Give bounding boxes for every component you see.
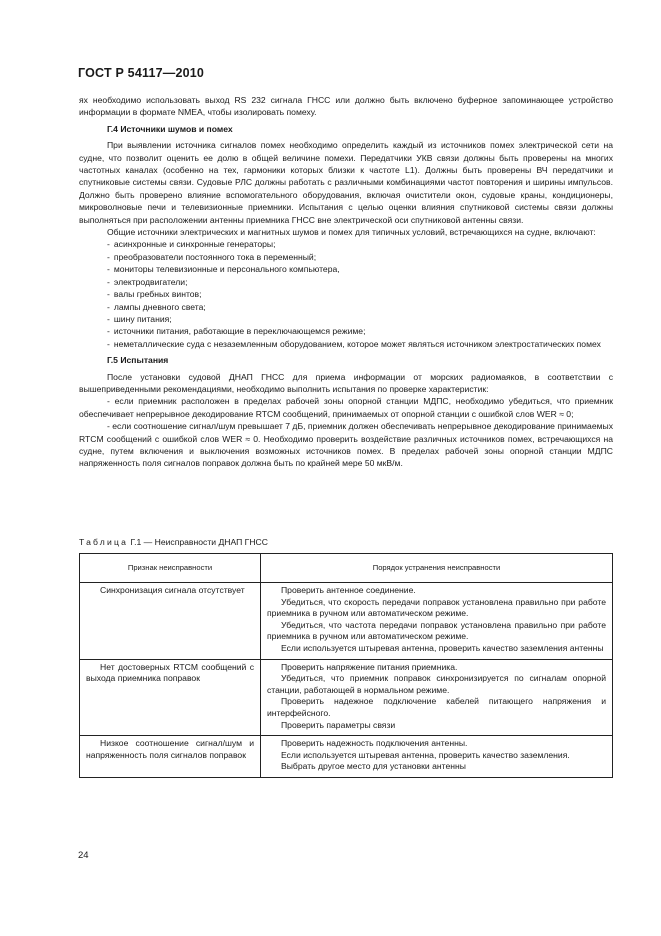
noise-sources-list bbox=[79, 238, 613, 350]
list-item: - преобразователи постоянного тока в переменный; bbox=[107, 251, 317, 262]
table-header-row bbox=[80, 554, 613, 583]
section-g5-item-2: - если соотношение сигнал/шум превышает 7 дБ, приемник должен обеспечивать непрерывное декодирование принимаемых RTCM сообщений с ошибкой слов WER ≈ 0. Необходимо проверить воздействие различных источников помех, встречающихся на судне, путем включения и выключения возможных источников помех. В пределах рабочей зоны опорной станции МДПС напряженность поля сигналов поправок должна быть по крайней мере 50 мкВ/м. bbox=[79, 421, 613, 469]
symptom-cell: Низкое соотношение сигнал/шум и напряженность поля сигналов поправок bbox=[80, 736, 261, 778]
section-g4-heading: Г.4 Источники шумов и помех bbox=[107, 123, 233, 134]
section-g5-heading: Г.5 Испытания bbox=[107, 355, 169, 366]
fix-cell: Проверить напряжение питания приемника. Убедиться, что приемник поправок синхронизируется по сигналам опорной станции, работающей в нормальном режиме. Проверить надежное подключение кабелей питающего напряжения и интерфейсного. Проверить параметры связи bbox=[261, 659, 613, 736]
list-item: - лампы дневного света; bbox=[107, 301, 206, 312]
fix-cell: Проверить антенное соединение. Убедиться, что скорость передачи поправок установлена правильно при работе приемника в ручном или автоматическом режиме. Убедиться, что частота передачи поправок установлена правильно при работе приемника в ручном или автоматическом режиме. Если используется штыревая антенна, проверить качество заземления антенны bbox=[261, 583, 613, 660]
list-item: - валы гребных винтов; bbox=[107, 289, 202, 300]
table-row bbox=[80, 659, 613, 736]
column-header-symptom: Признак неисправности bbox=[80, 554, 261, 583]
list-item: - источники питания, работающие в переключающемся режиме; bbox=[107, 326, 366, 337]
table-row bbox=[80, 736, 613, 778]
section-g4-paragraph-2: Общие источники электрических и магнитных шумов и помех для типичных условий, встречающихся на судне, включают: bbox=[107, 227, 596, 238]
column-header-fix: Порядок устранения неисправности bbox=[261, 554, 613, 583]
table-caption-title: Г.1 — Неисправности ДНАП ГНСС bbox=[128, 537, 268, 547]
section-g5-paragraph-1: После установки судовой ДНАП ГНСС для приема информации от морских радиомаяков, в соответствии с вышеприведенными рекомендациями, необходимо выполнить испытания по проверке характеристик: bbox=[79, 371, 613, 394]
list-item: - мониторы телевизионные и персонального компьютера, bbox=[107, 264, 340, 275]
list-item: - шину питания; bbox=[107, 313, 172, 324]
intro-paragraph: ях необходимо использовать выход RS 232 сигнала ГНСС или должно быть включено буферное запоминающее устройство информации в формате NMEA, чтобы изолировать помеху. bbox=[79, 95, 613, 118]
fix-cell: Проверить надежность подключения антенны. Если используется штыревая антенна, проверить качество заземления. Выбрать другое место для установки антенны bbox=[261, 736, 613, 778]
list-item: - асинхронные и синхронные генераторы; bbox=[107, 239, 276, 250]
faults-table bbox=[79, 553, 613, 778]
table-row bbox=[80, 583, 613, 660]
table-caption bbox=[79, 537, 268, 547]
symptom-cell: Нет достоверных RTCM сообщений с выхода приемника поправок bbox=[80, 659, 261, 736]
section-g4-paragraph-1: При выявлении источника сигналов помех необходимо определить каждый из источников помех электрической сети на судне, что позволит оценить ее долю в общей величине помехи. Передатчики УКВ связи должны быть проверены на многих частотных каналах (особенно на тех, гармоники которых близки к частоте L1). Должны быть проверены ВЧ передатчики и спутниковые системы связи. Судовые РЛС должны работать с различными комбинациями частот повторения и ширины импульсов. Должно быть проверено влияние вспомогательного оборудования, включая очистители окон, судовые краны, кондиционеры, микроволновые печи и телевизионные приемники. Испытания с целью оценки влияния спутниковой системы связи должны выполняться при расположении антенны приемника ГНСС вне электрической оси спутниковой антенны связи. bbox=[79, 140, 613, 225]
table-caption-label: Таблица bbox=[79, 537, 129, 547]
list-item: - неметаллические суда с незаземленным оборудованием, которое может являться источником электростатических помех bbox=[107, 338, 601, 349]
symptom-cell: Синхронизация сигнала отсутствует bbox=[80, 583, 261, 660]
list-item: - электродвигатели; bbox=[107, 276, 188, 287]
document-header: ГОСТ Р 54117—2010 bbox=[78, 66, 205, 80]
body-text bbox=[79, 94, 613, 470]
page-number: 24 bbox=[78, 850, 89, 861]
section-g5-item-1: - если приемник расположен в пределах рабочей зоны опорной станции МДПС, необходимо убедиться, что приемник обеспечивает непрерывное декодирование RTCM сообщений, принимаемых от опорной станции с ошибкой слов WER ≈ 0; bbox=[79, 396, 614, 419]
